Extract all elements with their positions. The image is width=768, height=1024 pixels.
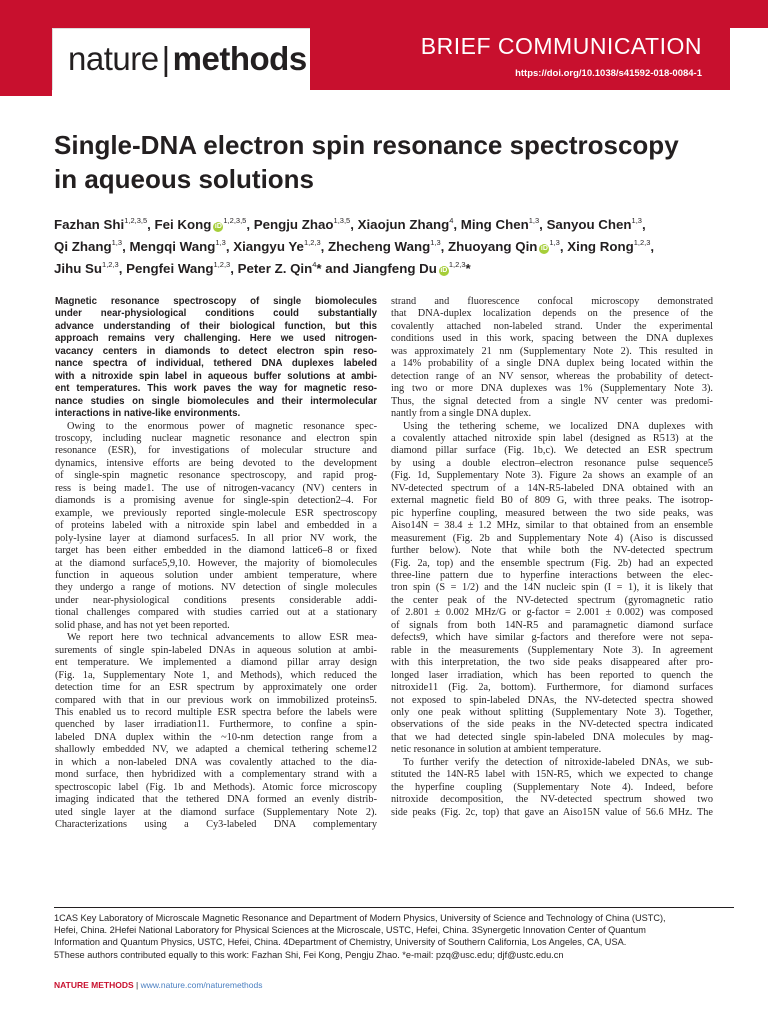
author-line: Jihu Su$^{1,2,3}$, Pengfei Wang$^{1,2,3}$, Peter Z. Qin$^4$* and Jiangfeng Du iD$^{1,2,3}$* [54,260,471,276]
footnote-line: Hefei, China. 2Hefei National Laboratory for Physical Sciences at the Microscale, USTC, Hefei, China. 3Synergetic Innovation Center of Quantum [54,925,646,936]
text-line: with a nitroxide spin label in aqueous buffer solutions at ambi- [55,370,377,382]
text-line: measurement (Fig. 2b and Supplementary Note 4) (Aiso is discussed [391,532,713,544]
text-line: To further verify the detection of nitroxide-labeled DNAs, we sub- [403,756,713,768]
text-line: Thus, the signal detected from a single NV center was predomi- [391,395,713,407]
text-line: conditions used in this work, spacing between the DNA duplexes [391,333,713,345]
author[interactable]: Jihu Su$^{1,2,3}$ [54,260,119,276]
text-line: netic resonance in solution at ambient temperature. [391,744,602,756]
text-line: three-line pattern due to hyperfine interactions between the elec- [391,569,713,581]
text-line: of single-spin magnetic resonance spectroscopy, and rapid prog- [55,470,377,482]
text-line: not exposed to spin-labeled DNAs, the NV-detected spectra showed [391,694,713,706]
footnote-line: 5These authors contributed equally to this work: Fazhan Shi, Fei Kong, Pengju Zhao. *e-mail: pzq@usc.edu; djf@ustc.edu.cn [54,949,564,960]
orcid-icon[interactable]: iD [540,245,548,252]
text-line: target has been either embedded in the diamond lattice6–8 or fixed [55,545,377,557]
text-line: poly-lysine layer at diamond surfaces5. In all prior NV work, the [55,532,377,544]
text-line: in which a non-labeled DNA was covalently attached to the dia- [55,756,377,768]
text-line: detection time for an ESR spectrum by approximately one order [55,682,377,694]
left-column [55,296,377,831]
article-title [54,128,734,196]
text-line: detection range of an NV sensor, whereas the probability of detect- [391,370,713,382]
footnote-line: 1CAS Key Laboratory of Microscale Magnetic Resonance and Department of Modern Physics, University of Science and Technology of China (USTC), [54,913,666,923]
text-line: nance studies on single biomolecules and their intermolecular [55,395,377,407]
text-line: We report here two technical advancements to allow ESR mea- [67,632,377,644]
text-line: Owing to the enormous power of magnetic resonance spec- [67,420,377,432]
logo-word-methods: methods [172,40,307,77]
header-left-band [0,0,52,96]
text-line: defects9, which have similar g-factors and therefore were not sepa- [391,632,713,644]
header-top-band [0,0,768,28]
text-line: that we had detected single spin-labeled DNA molecules by mag- [391,731,713,743]
text-line: tional challenges compared with studies carried out at a stationary [55,607,377,619]
text-line: stituted the 14N-R5 label with 15N-R5, which we expected to change [391,769,713,781]
text-line: longed laser irradiation, which has been reported to quench the [391,669,713,681]
author[interactable]: Mengqi Wang$^{1,3}$ [129,238,226,254]
footnote-divider [54,907,734,908]
text-line: approach remains very challenging. Here we used nitrogen- [55,333,377,345]
text-line: (Fig. 2a, top) and the ensemble spectrum (Fig. 2b) had an expected [391,557,713,569]
text-line: interactions in native-like environments. [55,408,241,420]
author[interactable]: Zhecheng Wang$^{1,3}$ [328,238,441,254]
text-line: dynamics, intensive efforts are being devoted to the development [55,457,377,469]
author[interactable]: Fei Kong [154,217,212,232]
text-line: that DNA-duplex localization depends on the presence of the [391,308,713,320]
text-line: example, we previously reported single-molecule ESR spectroscopy [55,507,377,519]
orcid-icon[interactable]: iD [214,223,222,230]
text-line: of signals from both 14N-R5 and paramagnetic diamond surface [391,619,713,631]
text-line: of 2.801 ± 0.002 MHz/G or g-factor = 2.001 ± 0.002) was composed [391,607,713,619]
text-line: a 14% probability of a single DNA duplex being located within the [391,358,713,370]
title-line: in aqueous solutions [54,164,315,194]
text-line: (Fig. 1d, Supplementary Note 3). Figure 2a shows an example of an [391,470,713,482]
text-line: function in aqueous solution under ambient temperature, where [55,569,377,581]
text-line: Aiso14N = 38.4 ± 1.2 MHz, similar to that obtained from an ensemble [391,520,713,532]
text-line: side peaks (Fig. 2c, top) that gave an Aiso15N value of 56.6 MHz. The [391,806,713,818]
text-line: labeled DNA duplex within the ~10-nm detection range from a [55,731,377,743]
text-line: Using the tethering scheme, we localized DNA duplexes with [403,420,713,432]
author[interactable]: Pengfei Wang$^{1,2,3}$ [126,260,231,276]
journal-logo[interactable] [68,40,307,78]
text-line: Characterizations using a Cy3-labeled DNA complementary [55,819,377,831]
right-column [391,296,713,819]
text-line: NV-detected spectrum of a 14N-R5-labeled DNA obtained with an [391,482,713,494]
logo-separator: | [161,40,170,77]
text-line: compared with that in our previous work on immobilized proteins5. [55,694,377,706]
text-line: a covalently attached nitroxide spin label (designed as R513) at the [391,432,713,444]
text-line: by using a double electron–electron resonance pulse sequence5 [391,457,713,469]
logo-word-nature: nature [68,40,159,77]
text-line: nantly from a single DNA duplex. [391,408,532,420]
text-line: imaging indicated that the tethered DNA formed an evenly distrib- [55,794,377,806]
text-line: observations of the side peaks in the NV-detected spectra indicated [391,719,713,731]
text-line: quenched by laser irradiation11. Furthermore, to confine a spin- [55,719,377,731]
text-line: nance spectra of individual, tethered DNA duplexes labeled [55,358,377,370]
affiliations-footnotes [54,912,734,961]
text-line: was approximately 21 nm (Supplementary Note 2). This resulted in [391,345,713,357]
author[interactable]: Peter Z. Qin$^4$* [237,260,322,276]
text-line: only one peak without splitting (Supplementary Note 3). Together, [391,706,713,718]
text-line: strand and fluorescence confocal microscopy demonstrated [391,296,713,307]
text-line: Magnetic resonance spectroscopy of single biomolecules [55,296,377,307]
author-line: Qi Zhang$^{1,3}$, Mengqi Wang$^{1,3}$, Xiangyu Ye$^{1,2,3}$, Zhecheng Wang$^{1,3}$, Zhuoyang Qin iD$^{1,3}$, Xing Rong$^{1,2,3}$, [54,238,655,254]
text-line: ent temperatures. This work paves the way for magnetic reso- [55,383,377,395]
section-label: BRIEF COMMUNICATION [420,33,702,59]
text-line: resonance (ESR), for investigations of molecular structure and [55,445,377,457]
text-line: under near-physiological conditions could substantially [55,308,377,320]
text-line: shallowly embedded NV, we adapted a chemical tethering scheme12 [55,744,377,756]
footer-journal-name: NATURE METHODS [54,980,134,990]
author[interactable]: Qi Zhang$^{1,3}$ [54,238,123,254]
text-line: of proteins labeled with a nitroxide spin label and embedded in a [55,520,377,532]
author[interactable]: Fazhan Shi$^{1,2,3,5}$ [54,216,148,232]
text-line: ress is being made1. The use of nitrogen-vacancy (NV) centers in [55,482,377,494]
text-line: uted single layer at the diamond surface (Supplementary Note 2). [55,806,377,818]
author[interactable]: Xiaojun Zhang$^4$ [357,216,454,232]
orcid-icon[interactable]: iD [440,267,448,274]
text-line: solid phase, and has not yet been reported. [55,619,230,631]
text-line: ing two or more DNA duplexes was 1% (Supplementary Note 3). [391,383,713,395]
text-line: diamonds is a promising avenue for single-spin detection2–4. For [55,495,377,507]
text-line: ent temperature. We implemented a diamond pillar array design [55,657,377,669]
text-line: nitroxide11 (Fig. 2a, bottom). Furthermore, for diamond surfaces [391,682,713,694]
author-list [54,214,734,280]
text-line: rable in the measurements (Supplementary Note 3). In agreement [391,644,713,656]
text-line: surements of single spin-labeled DNAs in aqueous solution at ambi- [55,644,377,656]
author[interactable]: Jiangfeng Du [352,261,437,276]
text-line: with this interpretation, the two side peaks disappeared after pro- [391,657,713,669]
text-line: tron spin (S = 1/2) and the 14N nucleic spin (I = 1), it is likely that [391,582,713,594]
footer-url-link[interactable]: www.nature.com/naturemethods [140,980,263,990]
text-line: diamond pillar surface (Fig. 1b,c). We detected an ESR spectrum [391,445,713,457]
text-line: external magnetic field B0 of 809 G, with three peaks. The isotrop- [391,495,713,507]
text-line: the hyperfine coupling (Supplementary Note 4). Indeed, before [391,781,713,793]
text-line: covalently attached non-labeled strand. Under the experimental [391,320,713,332]
author[interactable]: Sanyou Chen$^{1,3}$ [546,216,642,232]
author-line: Fazhan Shi$^{1,2,3,5}$, Fei Kong iD$^{1,2,3,5}$, Pengju Zhao$^{1,3,5}$, Xiaojun Zhang$^4$, Ming Chen$^{1,3}$, Sanyou Chen$^{1,3}$, [54,216,646,232]
author[interactable]: Pengju Zhao$^{1,3,5}$ [253,216,351,232]
text-line: at the diamond surface5,9,10. However, the majority of biomolecules [55,557,377,569]
text-line: advance understanding of their biological function, but this [55,320,377,332]
text-line: nitroxide decomposition, the NV-detected spectrum showed two [391,794,713,806]
doi-link[interactable]: https://doi.org/10.1038/s41592-018-0084-1 [515,68,702,79]
page-footer [54,980,263,990]
text-line: spectroscopic label (Fig. 1b and Methods). Atomic force microscopy [55,781,377,793]
text-line: the center peak of the NV-detected spectrum (gyromagnetic ratio [391,594,713,606]
text-line: This enabled us to record multiple ESR spectra before the labels were [55,706,377,718]
text-line: (Fig. 1a, Supplementary Note 1, and Methods), which reduced the [55,669,377,681]
author[interactable]: Zhuoyang Qin [448,239,538,254]
text-line: troscopy, including nuclear magnetic resonance and electron spin [55,432,377,444]
author[interactable]: Ming Chen$^{1,3}$ [460,216,540,232]
text-line: further below). Note that while both the NV-detected spectrum [391,545,713,557]
text-line: under near-physiological conditions presents considerable addi- [55,594,377,606]
title-line: Single-DNA electron spin resonance spectroscopy [54,130,679,160]
text-line: pic hyperfine coupling, measured between the two side peaks, was [391,507,713,519]
author[interactable]: Xiangyu Ye$^{1,2,3}$ [233,238,321,254]
text-line: mond surface, then hybridized with a complementary strand with a [55,769,377,781]
footer-separator: | [133,980,141,990]
author[interactable]: Xing Rong$^{1,2,3}$ [567,238,651,254]
text-line: they undergo a range of motions. NV detection of single molecules [55,582,377,594]
text-line: vacancy centers in diamonds to detect electron spin reso- [55,345,377,357]
footnote-line: Information and Quantum Physics, USTC, Hefei, China. 4Department of Chemistry, University of Southern California, Los Angeles, CA, USA. [54,937,627,948]
